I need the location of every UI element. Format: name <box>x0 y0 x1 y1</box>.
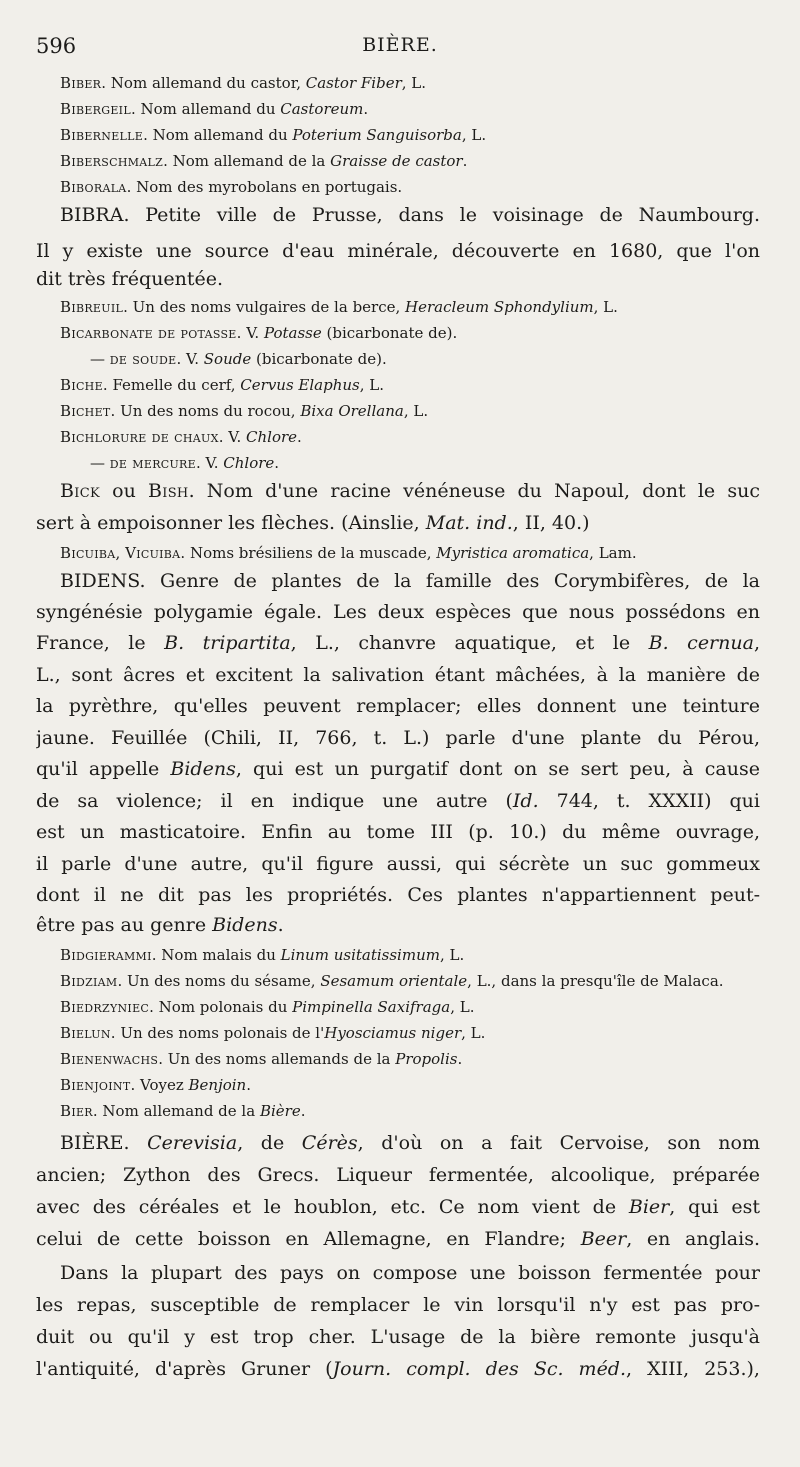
italic-term: Castoreum <box>280 100 364 118</box>
entry-headword: Bicuiba <box>60 544 116 562</box>
text-run: , L. <box>461 1024 486 1042</box>
text-run: . V. <box>236 324 264 342</box>
text-run: , L. <box>450 998 475 1016</box>
italic-term: Hyosciamus niger <box>324 1024 462 1042</box>
text-run: . Voyez <box>130 1076 189 1094</box>
text-run: Dans la plupart des pays on compose une boisson fermentée pour <box>60 1262 760 1284</box>
text-run: BIÈRE. <box>60 1132 148 1154</box>
text-run: . <box>363 100 369 118</box>
text-line <box>60 544 780 562</box>
italic-term: Benjoin <box>188 1076 247 1094</box>
text-line <box>36 790 760 813</box>
text-run: . <box>274 454 280 472</box>
entry-headword: Biberschmalz <box>60 152 164 170</box>
text-line <box>90 350 780 368</box>
text-run: , L. <box>593 298 618 316</box>
entry-headword: Bish <box>148 480 189 502</box>
text-run: , en anglais. <box>626 1228 760 1250</box>
text-run: L., sont âcres et excitent la salivation étant mâchées, à la manière de <box>36 664 760 686</box>
page-number: 596 <box>36 34 77 58</box>
text-line <box>36 601 760 624</box>
entry-headword: Biborala <box>60 178 127 196</box>
text-run: il parle d'une autre, qu'il figure aussi, qui sécrète un suc gommeux <box>36 853 760 875</box>
entry-headword: Bibernelle <box>60 126 144 144</box>
italic-term: Bixa Orellana <box>300 402 404 420</box>
text-line <box>36 632 760 655</box>
text-run: (bicarbonate de). <box>251 350 387 368</box>
text-line <box>36 914 780 937</box>
text-run: , d'où on a fait Cervoise, son nom <box>357 1132 760 1154</box>
italic-term: Id. <box>512 790 539 812</box>
text-line <box>36 821 760 844</box>
italic-term: Sesamum orientale <box>320 972 468 990</box>
text-line <box>36 853 760 876</box>
text-line <box>60 480 760 503</box>
text-run: . <box>277 914 284 936</box>
italic-term: B. tripartita <box>164 632 291 654</box>
text-line <box>60 1132 760 1155</box>
text-run: BIDENS. Genre de plantes de la famille des Corymbifères, de la <box>60 570 760 592</box>
text-line <box>36 1196 760 1219</box>
text-line <box>60 946 780 964</box>
italic-term: Journ. compl. des Sc. méd. <box>332 1358 627 1380</box>
text-run: . Un des noms polonais de l' <box>110 1024 325 1042</box>
entry-headword: Bibergeil <box>60 100 131 118</box>
text-run: les repas, susceptible de remplacer le vin lorsqu'il n'y est pas pro- <box>36 1294 760 1316</box>
text-run: , <box>115 544 126 562</box>
italic-term: Bier <box>628 1196 670 1218</box>
text-run: . Femelle du cerf, <box>102 376 241 394</box>
text-run: syngénésie polygamie égale. Les deux espèces que nous possédons en <box>36 601 760 623</box>
italic-term: Graisse de castor <box>330 152 463 170</box>
italic-term: Propolis <box>395 1050 458 1068</box>
entry-headword: Bienjoint <box>60 1076 131 1094</box>
text-run: dit très fréquentée. <box>36 268 224 290</box>
italic-term: Bidens <box>212 914 278 936</box>
text-run: , L. <box>403 402 429 420</box>
entry-headword: Bidgierammi <box>60 946 152 964</box>
italic-term: Bière <box>259 1102 301 1120</box>
italic-term: Cervus Elaphus <box>240 376 360 394</box>
text-line <box>36 1326 760 1349</box>
text-line <box>90 454 780 472</box>
text-line <box>36 664 760 687</box>
text-run: ancien; Zython des Grecs. Liqueur fermentée, alcoolique, préparée <box>36 1164 760 1186</box>
running-title: BIÈRE. <box>362 34 438 56</box>
italic-term: Mat. ind. <box>425 512 513 534</box>
italic-term: Cérès <box>301 1132 358 1154</box>
entry-headword: de mercure <box>109 454 196 472</box>
italic-term: Linum usitatissimum <box>280 946 440 964</box>
text-line <box>60 178 780 196</box>
text-line <box>60 376 780 394</box>
italic-term: Potasse <box>263 324 322 342</box>
text-line <box>60 298 780 316</box>
text-run: . <box>457 1050 463 1068</box>
text-run: , XIII, 253.), <box>626 1358 760 1380</box>
text-line <box>60 972 760 990</box>
italic-term: Beer <box>580 1228 627 1250</box>
text-run: , qui est <box>669 1196 760 1218</box>
text-line <box>60 100 780 118</box>
text-run: France, le <box>36 632 165 654</box>
text-run: , L. <box>359 376 384 394</box>
text-line <box>60 428 780 446</box>
text-run: . V. <box>195 454 224 472</box>
text-line <box>60 998 780 1016</box>
text-run: . V. <box>176 350 204 368</box>
text-line <box>60 1050 780 1068</box>
text-run: de sa violence; il en indique une autre ( <box>36 790 513 812</box>
entry-headword: Bier <box>60 1102 93 1120</box>
text-line <box>60 152 780 170</box>
text-line <box>36 1164 760 1187</box>
text-line <box>60 1102 780 1120</box>
italic-term: Heracleum Sphondylium <box>405 298 594 316</box>
text-run: . Un des noms vulgaires de la berce, <box>123 298 406 316</box>
text-run: , qui est un purgatif dont on se sert peu, à cause <box>235 758 760 780</box>
text-run: , L. <box>401 74 427 92</box>
text-run: . Nom d'une racine vénéneuse du Napoul, dont le suc <box>188 480 760 502</box>
text-run: . Nom allemand de la <box>163 152 331 170</box>
italic-term: Soude <box>203 350 252 368</box>
text-run: . Un des noms du sésame, <box>117 972 321 990</box>
text-run: — <box>90 350 110 368</box>
italic-term: Chlore <box>223 454 275 472</box>
text-line <box>36 884 760 907</box>
text-line <box>36 1358 760 1381</box>
text-line <box>36 268 780 291</box>
text-run: (bicarbonate de). <box>321 324 458 342</box>
entry-headword: Bibreuil <box>60 298 124 316</box>
text-line <box>60 402 780 420</box>
entry-headword: de soude <box>109 350 177 368</box>
text-run: dont il ne dit pas les propriétés. Ces plantes n'appartiennent peut- <box>36 884 760 906</box>
text-run: Il y existe une source d'eau minérale, découverte en 1680, que l'on <box>36 240 760 262</box>
text-line <box>36 727 760 750</box>
text-run: , L. <box>461 126 487 144</box>
entry-headword: Bicarbonate de potasse <box>60 324 237 342</box>
italic-term: Chlore <box>246 428 298 446</box>
text-run: . Noms brésiliens de la muscade, <box>180 544 437 562</box>
text-line <box>60 1024 780 1042</box>
entry-headword: Bichet <box>60 402 111 420</box>
text-run: , Lam. <box>589 544 637 562</box>
text-line <box>36 512 780 535</box>
italic-term: Castor Fiber <box>305 74 402 92</box>
text-run: . Nom allemand du <box>143 126 293 144</box>
text-line <box>36 240 760 263</box>
text-line <box>60 1262 760 1285</box>
text-run: BIBRA. Petite ville de Prusse, dans le voisinage de Naumbourg. <box>60 204 760 226</box>
text-line <box>36 695 760 718</box>
text-run: ou <box>99 480 149 502</box>
text-run: — <box>90 454 110 472</box>
italic-term: Bidens <box>170 758 236 780</box>
entry-headword: Bick <box>60 480 100 502</box>
italic-term: Myristica aromatica <box>436 544 590 562</box>
text-line <box>36 1228 760 1251</box>
text-run: . Nom allemand du castor, <box>101 74 306 92</box>
text-line <box>60 74 780 92</box>
text-run: est un masticatoire. Enfin au tome III (p. 10.) du même ouvrage, <box>36 821 760 843</box>
text-line <box>60 1076 780 1094</box>
text-run: duit ou qu'il y est trop cher. L'usage de la bière remonte jusqu'à <box>36 1326 760 1348</box>
italic-term: B. cernua <box>648 632 754 654</box>
text-run: , L. <box>439 946 465 964</box>
text-line <box>60 126 780 144</box>
text-run: . Nom polonais du <box>149 998 293 1016</box>
text-run: . Nom allemand de la <box>92 1102 260 1120</box>
text-line <box>36 1294 760 1317</box>
text-run: sert à empoisonner les flèches. (Ainslie, <box>36 512 426 534</box>
text-run: l'antiquité, d'après Gruner ( <box>36 1358 333 1380</box>
text-run: la pyrèthre, qu'elles peuvent remplacer; elles donnent une teinture <box>36 695 760 717</box>
text-run: . <box>300 1102 306 1120</box>
text-line <box>36 758 760 781</box>
text-run: , <box>753 632 760 654</box>
entry-headword: Bidziam <box>60 972 118 990</box>
text-run: jaune. Feuillée (Chili, II, 766, t. L.) parle d'une plante du Pérou, <box>36 727 760 749</box>
text-run: , L., dans la presqu'île de Malaca. <box>467 972 724 990</box>
italic-term: Poterium Sanguisorba <box>292 126 462 144</box>
text-run: . Nom des myrobolans en portugais. <box>126 178 403 196</box>
text-run: . <box>297 428 302 446</box>
text-run: , II, 40.) <box>512 512 590 534</box>
text-run: 744, t. XXXII) qui <box>538 790 760 812</box>
text-run: . Un des noms allemands de la <box>158 1050 396 1068</box>
text-line <box>60 324 780 342</box>
entry-headword: Biedrzyniec <box>60 998 150 1016</box>
entry-headword: Bielun <box>60 1024 111 1042</box>
text-run: . <box>462 152 468 170</box>
italic-term: Cerevisia <box>147 1132 238 1154</box>
text-run: être pas au genre <box>36 914 213 936</box>
text-run: . <box>246 1076 251 1094</box>
entry-headword: Biche <box>60 376 103 394</box>
text-run: . Un des noms du rocou, <box>110 402 301 420</box>
entry-headword: Biber <box>60 74 102 92</box>
text-run: avec des céréales et le houblon, etc. Ce nom vient de <box>36 1196 629 1218</box>
text-run: qu'il appelle <box>36 758 171 780</box>
entry-headword: Bichlorure de chaux <box>60 428 219 446</box>
text-run: , L., chanvre aquatique, et le <box>290 632 649 654</box>
entry-headword: Bienenwachs <box>60 1050 159 1068</box>
text-run: . Nom allemand du <box>130 100 281 118</box>
italic-term: Pimpinella Saxifraga <box>292 998 451 1016</box>
text-line <box>60 570 760 593</box>
text-run: , de <box>237 1132 302 1154</box>
text-run: . V. <box>218 428 247 446</box>
text-run: . Nom malais du <box>151 946 281 964</box>
text-run: celui de cette boisson en Allemagne, en Flandre; <box>36 1228 581 1250</box>
entry-headword: Vicuiba <box>125 544 181 562</box>
text-line <box>60 204 760 227</box>
